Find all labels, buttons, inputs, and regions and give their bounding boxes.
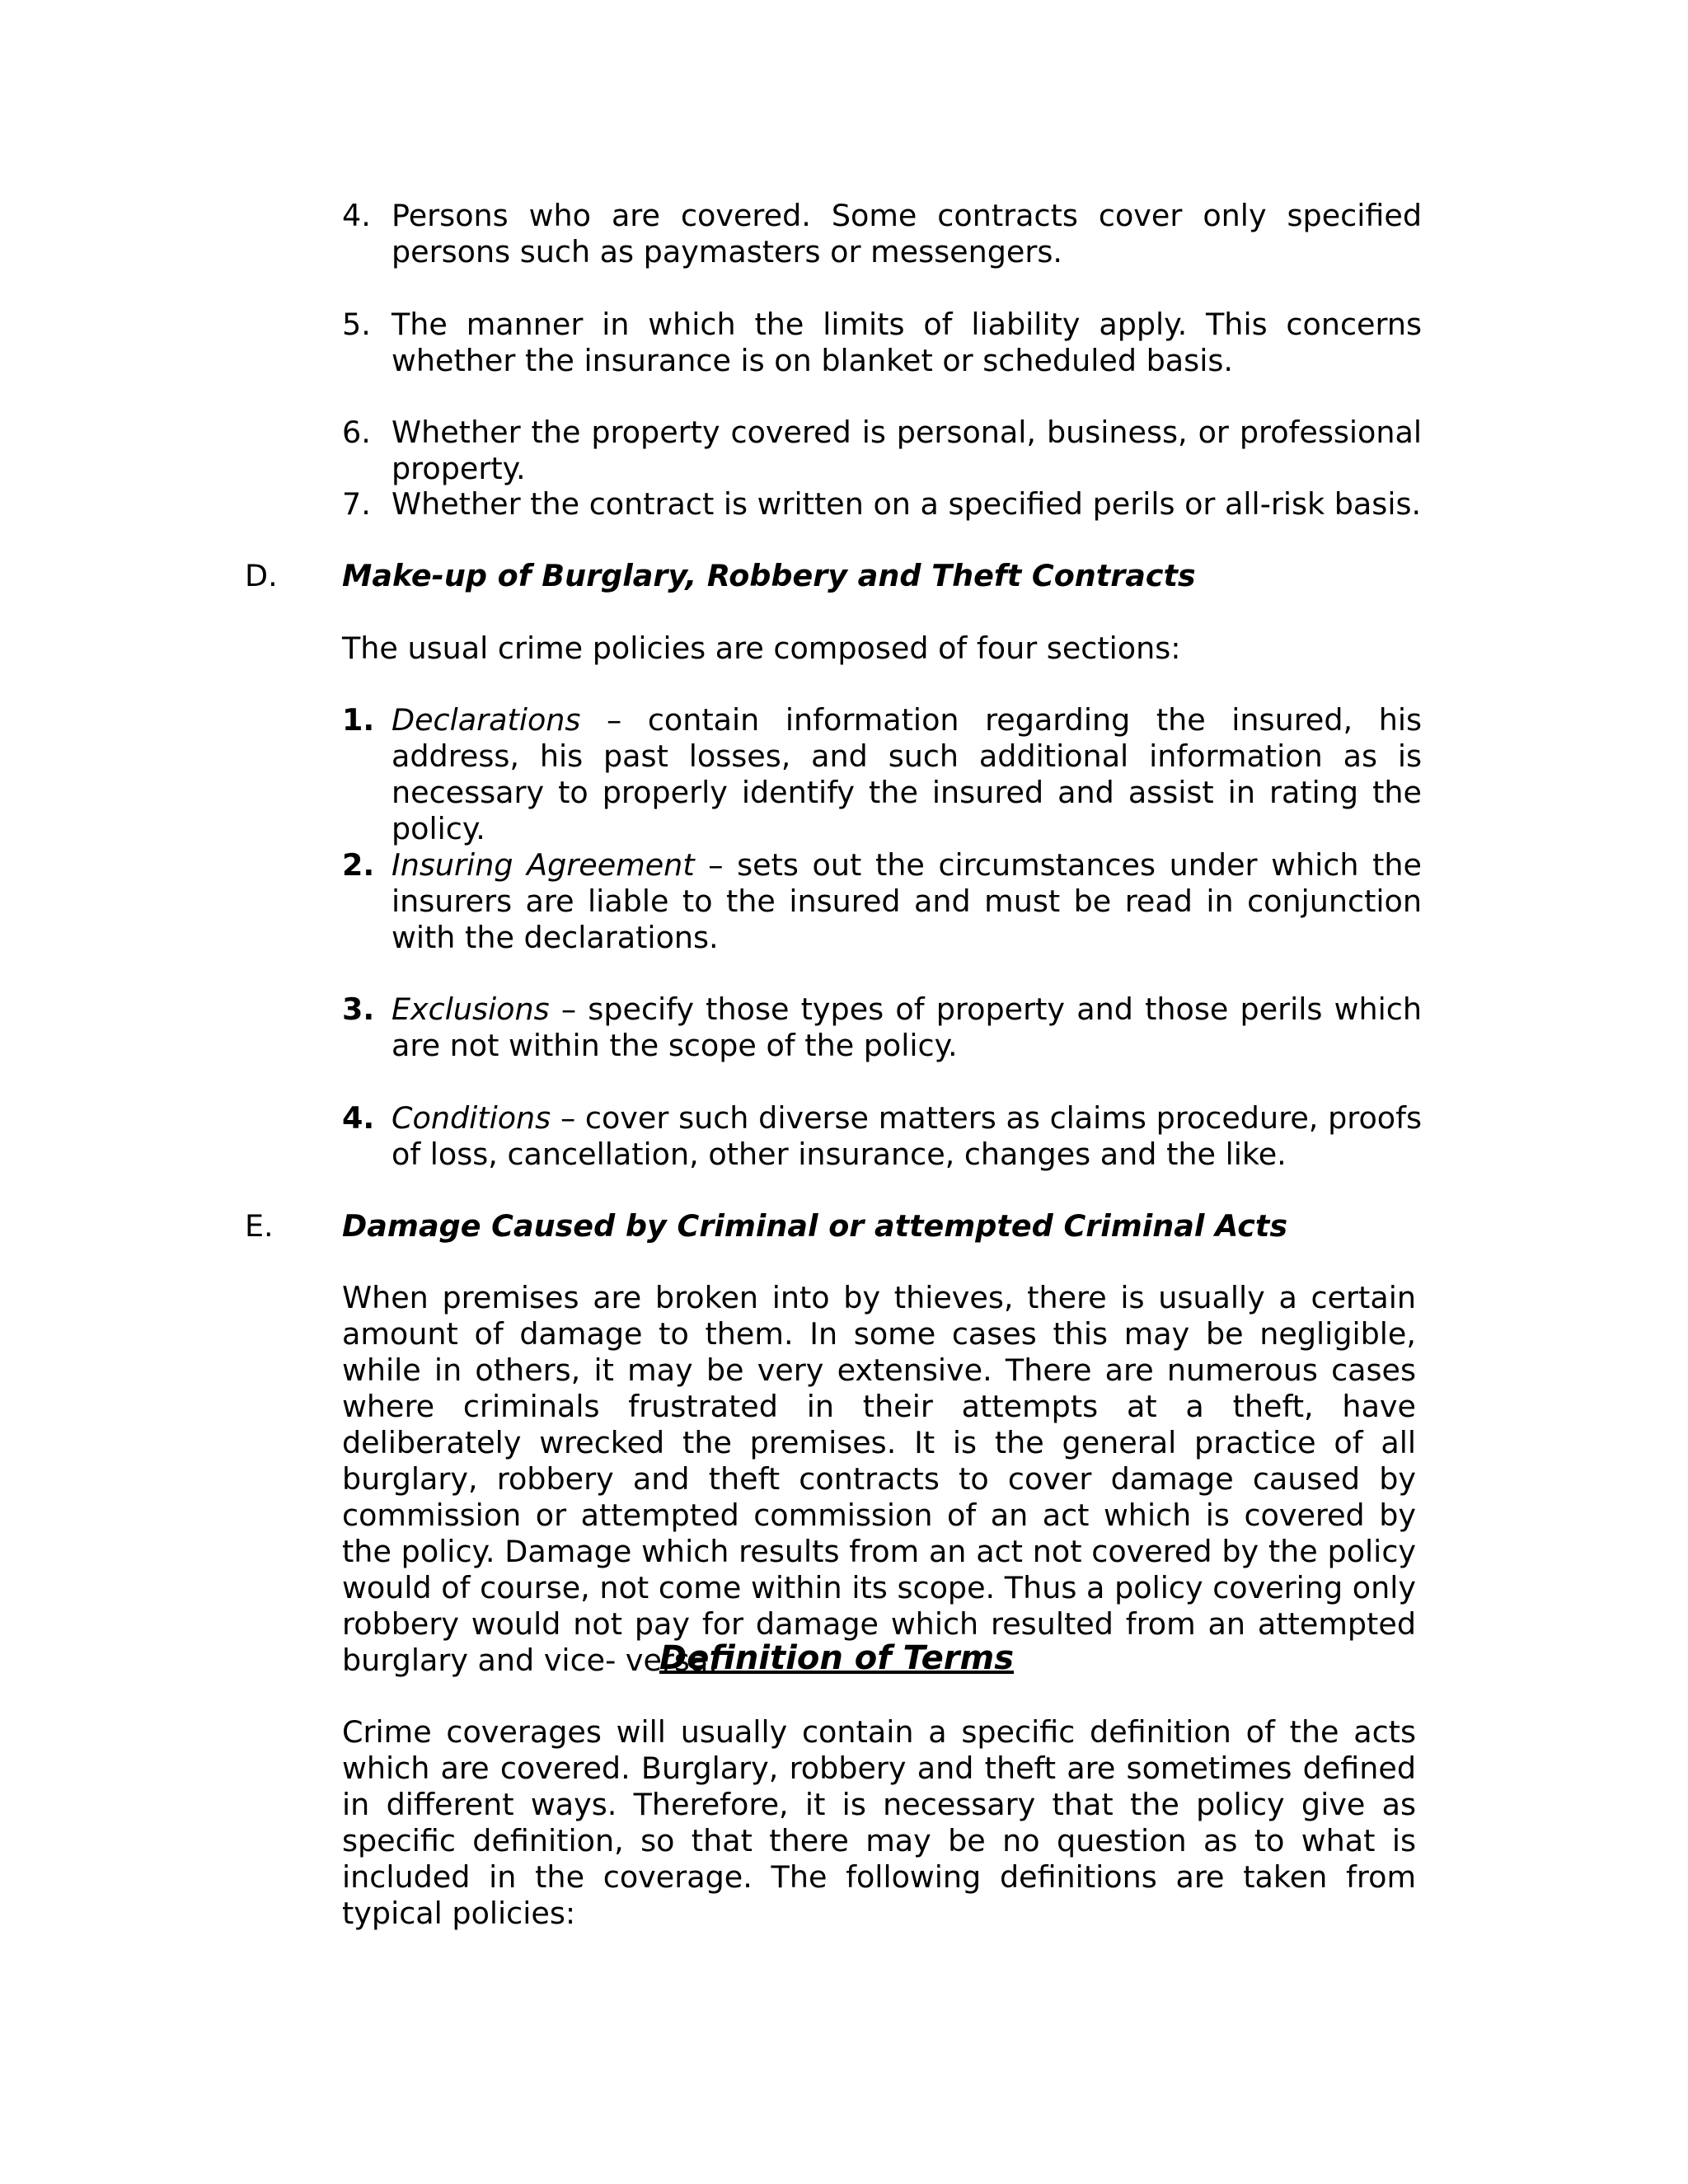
list-text: Persons who are covered. Some contracts cover only specified persons such as paymasters or messengers. [392, 198, 1422, 269]
list-item [342, 198, 1422, 270]
list-number: 3. [342, 991, 375, 1027]
section-d-title: Make-up of Burglary, Robbery and Theft Contracts [342, 558, 1196, 593]
list-number: 4. [342, 198, 371, 233]
list-item [342, 415, 1422, 487]
section-e-body: When premises are broken into by thieves, there is usually a certain amount of damage to them. In some cases this may be negligible, while in others, it may be very extensive. There are numerous cases where criminals frustrated in their attempts at a theft, have deliberately wrecked the premises. It is the general practice of all burglary, robbery and theft contracts to cover damage caused by commission or attempted commission of an act which is covered by the policy. Damage which results from an act not covered by the policy would of course, not come within its scope. Thus a policy covering only robbery would not pay for damage which resulted from an attempted burglary and vice- versa. [342, 1280, 1416, 1678]
definitions-title: Definition of Terms [659, 1639, 1014, 1677]
term: Conditions [392, 1100, 551, 1136]
list-item [342, 991, 1422, 1064]
list-number: 7. [342, 486, 371, 522]
section-d-letter: D. [245, 558, 278, 593]
list-item [342, 1100, 1422, 1173]
list-number: 5. [342, 307, 371, 342]
section-e-letter: E. [245, 1208, 274, 1244]
section-d-intro: The usual crime policies are composed of four sections: [342, 630, 1181, 666]
term: Insuring Agreement [392, 847, 695, 883]
term: Declarations [392, 702, 581, 738]
list-item [342, 847, 1422, 956]
list-number: 1. [342, 702, 375, 738]
list-text: Whether the contract is written on a specified perils or all-risk basis. [392, 486, 1422, 522]
list-text: Declarations – contain information regarding the insured, his address, his past losses, and such additional information as is necessary to properly identify the insured and assist in rating the policy. [392, 702, 1422, 846]
list-item [342, 486, 1422, 523]
list-text: Insuring Agreement – sets out the circumstances under which the insurers are liable to the insured and must be read in conjunction with the declarations. [392, 847, 1422, 955]
list-text: The manner in which the limits of liability apply. This concerns whether the insurance is on blanket or scheduled basis. [392, 307, 1422, 378]
section-e-title: Damage Caused by Criminal or attempted Criminal Acts [342, 1208, 1288, 1244]
list-number: 2. [342, 847, 375, 883]
term: Exclusions [392, 991, 550, 1027]
list-text: Exclusions – specify those types of property and those perils which are not within the scope of the policy. [392, 991, 1422, 1063]
list-number: 4. [342, 1100, 375, 1136]
definitions-body: Crime coverages will usually contain a specific definition of the acts which are covered. Burglary, robbery and theft are sometimes defined in different ways. Therefore, it is necessary that the policy give as specific definition, so that there may be no question as to what is included in the coverage. The following definitions are taken from typical policies: [342, 1714, 1416, 1931]
list-item [342, 307, 1422, 379]
list-number: 6. [342, 415, 371, 450]
list-text: Whether the property covered is personal, business, or professional property. [392, 415, 1422, 486]
list-item [342, 702, 1422, 847]
list-text: Conditions – cover such diverse matters as claims procedure, proofs of loss, cancellation, other insurance, changes and the like. [392, 1100, 1422, 1172]
